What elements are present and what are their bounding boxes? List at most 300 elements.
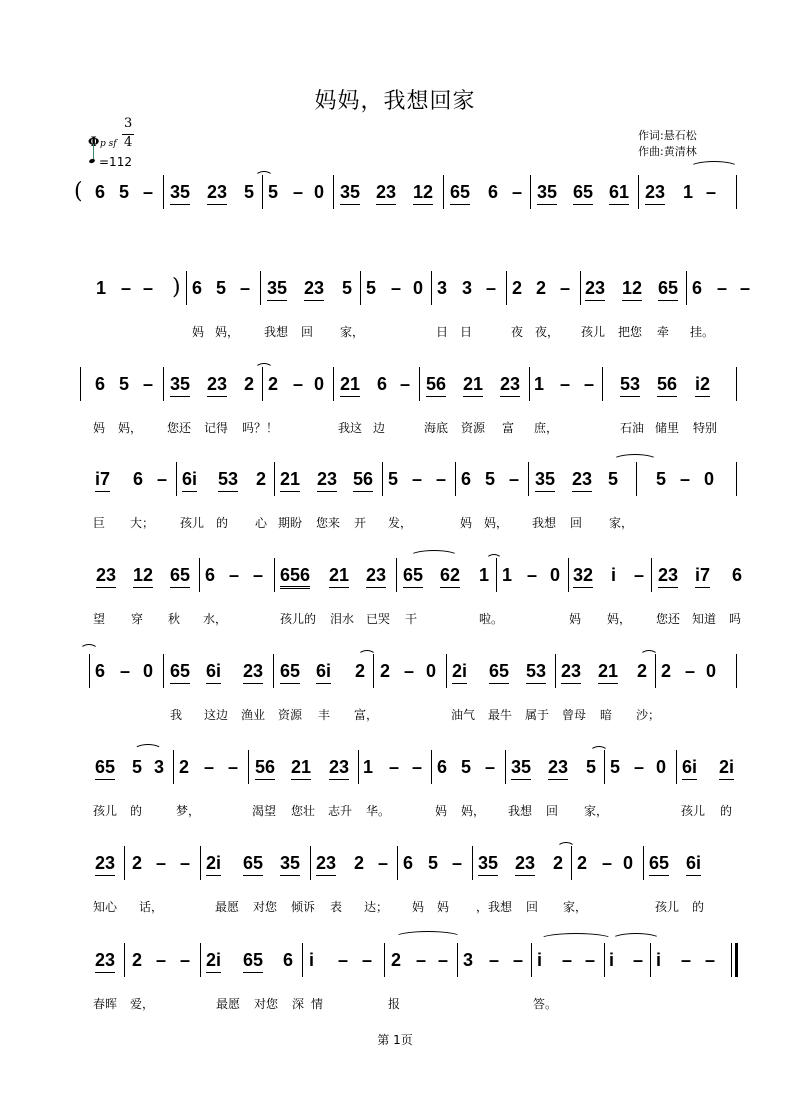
note: 5 [485,469,496,489]
notes-line [0,373,790,403]
lyric: 爱， [130,997,155,1011]
open-paren: ( [74,179,83,204]
note: 2 [512,278,523,298]
barline [248,750,249,784]
note: 23 [561,660,581,684]
dash: – [560,374,571,394]
dash: – [717,278,728,298]
lyric: 把您 [618,325,643,339]
note: 0 [704,469,715,489]
lyric: 心 [255,516,268,530]
lyric: 我想 [264,325,289,339]
note: 6 [437,757,448,777]
barline [89,654,90,688]
note: 23 [645,181,665,205]
dash: – [400,374,411,394]
final-barline-thin [731,943,732,977]
barline [333,175,334,209]
note: 5 [216,278,227,298]
lyric: 妈 [93,421,106,435]
note: 656 [280,564,310,589]
lyric: 曾母 [562,708,587,722]
lyric: 孩儿 [93,804,118,818]
lyric: 储里 [655,421,680,435]
lyric: 期盼 [278,516,303,530]
note: 56 [353,468,373,492]
note: 2 [553,853,564,873]
note: 5 [342,278,353,298]
lyric: 渴望 [252,804,277,818]
note: 5 [656,469,667,489]
lyric: 特别 [693,421,718,435]
lyric: 夜， [535,325,560,339]
tempo-mark: =112 [99,155,132,169]
note: 6i [206,660,221,684]
lyric: 庶， [534,421,559,435]
lyric: 吗？！ [242,421,279,435]
note: 6 [377,374,388,394]
barline [496,558,497,592]
note: 6i [686,852,701,876]
barline [530,175,531,209]
lyric: 妈， [607,612,632,626]
note: 65 [170,660,190,684]
tie [410,550,458,562]
dash: – [253,565,264,585]
barline [655,654,656,688]
barline [529,367,530,401]
lyric: 妈， [118,421,143,435]
note: 5 [608,469,619,489]
note: 23 [207,181,227,205]
barline [457,943,458,977]
lyric: 您来 [316,516,341,530]
barline [274,558,275,592]
note: 62 [440,564,460,588]
note: 35 [537,181,557,205]
note: 6 [95,661,106,681]
note: 23 [572,468,592,492]
lyric: 知心 [93,900,118,914]
lyric: 开 [354,516,367,530]
dash: – [680,469,691,489]
lyric: 知道 [692,612,717,626]
lyric: 这边 [204,708,229,722]
note: 0 [314,374,325,394]
notes-line [0,949,790,979]
note: 1 [683,182,694,202]
note: i [537,950,543,970]
barline [333,367,334,401]
lyric: 穿 [131,612,144,626]
note: 65 [450,181,470,205]
lyric: 妈， [484,516,509,530]
note: 6i [682,756,697,780]
lyric: 我想 [532,516,557,530]
tie [134,744,162,756]
lyric: 家， [563,900,588,914]
note: 5 [461,757,472,777]
lyrics-line [0,323,790,339]
dash: – [228,757,239,777]
lyric: 富， [354,708,379,722]
barline [443,175,444,209]
barline [163,367,164,401]
lyric: 沙； [636,708,661,722]
lyric: 志升 [328,804,353,818]
lyric: 石油 [620,421,645,435]
note: 5 [132,757,143,777]
note: 5 [428,853,439,873]
note: 6i [316,660,331,684]
dash: – [633,950,644,970]
lyric: 妈 [412,900,425,914]
note: 1 [96,278,107,298]
dash: – [512,182,523,202]
note: 1 [502,565,513,585]
barline [262,175,263,209]
note: 65 [489,660,509,684]
barline [736,367,737,401]
note: 6 [95,182,106,202]
note: 2 [244,374,255,394]
lyric: 妈， [215,325,240,339]
tie [557,842,575,854]
lyric: 家， [609,516,634,530]
lyric: 的 [130,804,143,818]
note: 6 [692,278,703,298]
note: 6 [732,565,743,585]
lyrics-line [0,419,790,435]
barline [638,175,639,209]
lyric: 水， [203,612,228,626]
dash: – [562,950,573,970]
tie [613,454,657,466]
barline [124,943,125,977]
note: 35 [267,277,287,301]
dash: – [705,950,716,970]
note: 21 [598,660,618,684]
notes-line [0,564,790,594]
dash: – [156,950,167,970]
barline [676,750,677,784]
note: 56 [255,756,275,780]
barline [124,846,125,880]
tie [612,933,660,945]
lyric: 暗 [600,708,613,722]
note: 2 [661,661,672,681]
lyric: 已哭 [366,612,391,626]
barline [651,558,652,592]
note: 65 [649,852,669,876]
dash: – [602,853,613,873]
lyric: 的 [692,900,705,914]
note: 23 [243,660,263,684]
note: 35 [340,181,360,205]
dash: – [560,278,571,298]
lyric: 话， [139,900,164,914]
note: 5 [119,182,130,202]
note: 53 [620,373,640,397]
dash: – [157,469,168,489]
dash: – [229,565,240,585]
note: 5 [610,757,621,777]
note: 2 [391,950,402,970]
note: 23 [376,181,396,205]
note: 6 [95,374,106,394]
tie [395,931,461,943]
lyric: 秋 [168,612,181,626]
note-head-icon [88,158,95,164]
lyric: 属于 [525,708,550,722]
note: 6 [403,853,414,873]
barline [310,846,311,880]
lyric: 春晖 [93,997,118,1011]
lyric: ，我想 [476,900,513,914]
note: 3 [463,950,474,970]
note: 3 [462,278,473,298]
dash: – [389,757,400,777]
note: 1 [479,565,490,585]
tie [540,933,612,945]
barline [384,943,385,977]
lyric: 日 [460,325,473,339]
lyric: 最愿 [216,997,241,1011]
lyric: 表 [330,900,343,914]
tie [590,746,608,758]
lyric: 海底 [424,421,449,435]
lyric: 您还 [167,421,192,435]
note: 23 [304,277,324,301]
note: 35 [170,373,190,397]
dash: – [634,757,645,777]
barline [302,943,303,977]
barline [636,462,637,496]
dash: – [452,853,463,873]
note: 65 [280,660,300,684]
note: 23 [329,756,349,780]
note: 5 [586,757,597,777]
notes-line [0,277,790,307]
note: 0 [550,565,561,585]
notes-line [0,181,790,211]
dash: – [681,950,692,970]
page-number: 第 1页 [377,1033,413,1047]
note: i [609,950,615,970]
barline [360,271,361,305]
note: 2 [380,661,391,681]
lyric: 日 [436,325,449,339]
note: 1 [363,757,374,777]
note: 0 [706,661,717,681]
note: 65 [658,277,678,301]
lyric: 家， [340,325,365,339]
lyric: 记得 [204,421,229,435]
note: 6 [461,469,472,489]
lyric: 资源 [278,708,303,722]
note: 23 [207,373,227,397]
note: 1 [534,374,545,394]
note: 2 [268,374,279,394]
dash: – [378,853,389,873]
lyric: 您还 [656,612,681,626]
lyricist: 作词:悬石松 [638,129,697,142]
barline [186,271,187,305]
lyrics-line [0,898,790,914]
note: 23 [548,756,568,780]
lyric: 孩儿的 [280,612,317,626]
note: 0 [314,182,325,202]
credits [638,128,697,160]
note: 61 [609,181,629,205]
song-title: 妈妈，我想回家 [314,89,476,114]
lyric: 泪水 [330,612,355,626]
barline [650,943,651,977]
note: 2i [452,660,467,684]
dash: – [391,278,402,298]
barline [555,654,556,688]
dash: – [180,950,191,970]
tie [486,554,502,566]
dash: – [404,661,415,681]
dash: – [509,469,520,489]
note: 56 [426,373,446,397]
barline [373,654,374,688]
barline [571,846,572,880]
note: 23 [95,852,115,876]
barline [260,271,261,305]
dash: – [585,950,596,970]
barline [397,846,398,880]
lyric: 最愿 [215,900,240,914]
barline [505,750,506,784]
lyric: 达； [364,900,389,914]
barline [200,943,201,977]
note: 35 [170,181,190,205]
dash: – [634,565,645,585]
barline [602,367,603,401]
note: 0 [656,757,667,777]
note: i [309,950,315,970]
barline [686,271,687,305]
lyric: 挂。 [690,325,715,339]
note: 21 [329,564,349,588]
lyric: 深 [292,997,305,1011]
dash: – [412,469,423,489]
dash: – [143,182,154,202]
note: 23 [585,277,605,301]
lyric: 妈 [435,804,448,818]
dash: – [204,757,215,777]
lyric: 的 [720,804,733,818]
lyric: 妈 [569,612,582,626]
note: 23 [366,564,386,588]
lyric: 我这 [338,421,363,435]
lyric: 边 [373,421,386,435]
note: 65 [243,949,263,973]
note: 35 [280,852,300,876]
dash: – [143,374,154,394]
note: 12 [622,277,642,301]
barline [163,175,164,209]
barline [358,750,359,784]
lyric: 华。 [366,804,391,818]
lyric: 的 [216,516,229,530]
dash: – [121,278,132,298]
dash: – [240,278,251,298]
note: 35 [535,468,555,492]
note: 65 [573,181,593,205]
barline [382,462,383,496]
lyric: 油气 [451,708,476,722]
barline [531,943,532,977]
lyric: 妈 [437,900,450,914]
lyric: 富 [502,421,515,435]
note: 32 [573,564,593,588]
note: 23 [515,852,535,876]
note: 3 [154,757,165,777]
lyric: 大； [130,516,155,530]
note: 6 [283,950,294,970]
note: 2 [355,661,366,681]
key-clef-icon: Φ [88,135,100,150]
lyric: 孩儿 [581,325,606,339]
lyric: 答。 [533,997,558,1011]
barline [643,846,644,880]
notes-line [0,756,790,786]
lyric: 妈， [461,804,486,818]
note: 5 [366,278,377,298]
note: 23 [500,373,520,397]
note: 5 [244,182,255,202]
note: 2i [719,756,734,780]
lyric: 妈 [460,516,473,530]
note: 35 [511,756,531,780]
note: 2i [206,852,221,876]
dynamics-mark: p sf [100,139,117,149]
lyric: 回 [526,900,539,914]
lyric: 回 [546,804,559,818]
dash: – [156,853,167,873]
time-signature-bottom: 4 [124,135,133,150]
note: 21 [280,468,300,492]
note: 65 [403,564,423,588]
note: 21 [291,756,311,780]
lyric: 对您 [254,997,279,1011]
note: 23 [96,564,116,588]
lyric: 夜 [511,325,524,339]
barline [736,462,737,496]
note: 2 [256,469,267,489]
lyric: 对您 [253,900,278,914]
lyric: 巨 [93,516,106,530]
lyrics-line [0,610,790,626]
composer: 作曲:黄清林 [638,145,697,158]
dash: – [685,661,696,681]
note: 12 [133,564,153,588]
barline [274,462,275,496]
barline [568,558,569,592]
dash: – [143,278,154,298]
note: 3 [437,278,448,298]
barline [446,654,447,688]
dash: – [740,278,751,298]
note: 2 [536,278,547,298]
lyric: 最牛 [488,708,513,722]
lyric: 我 [170,708,183,722]
note: 35 [478,852,498,876]
lyric: 吗 [729,612,742,626]
